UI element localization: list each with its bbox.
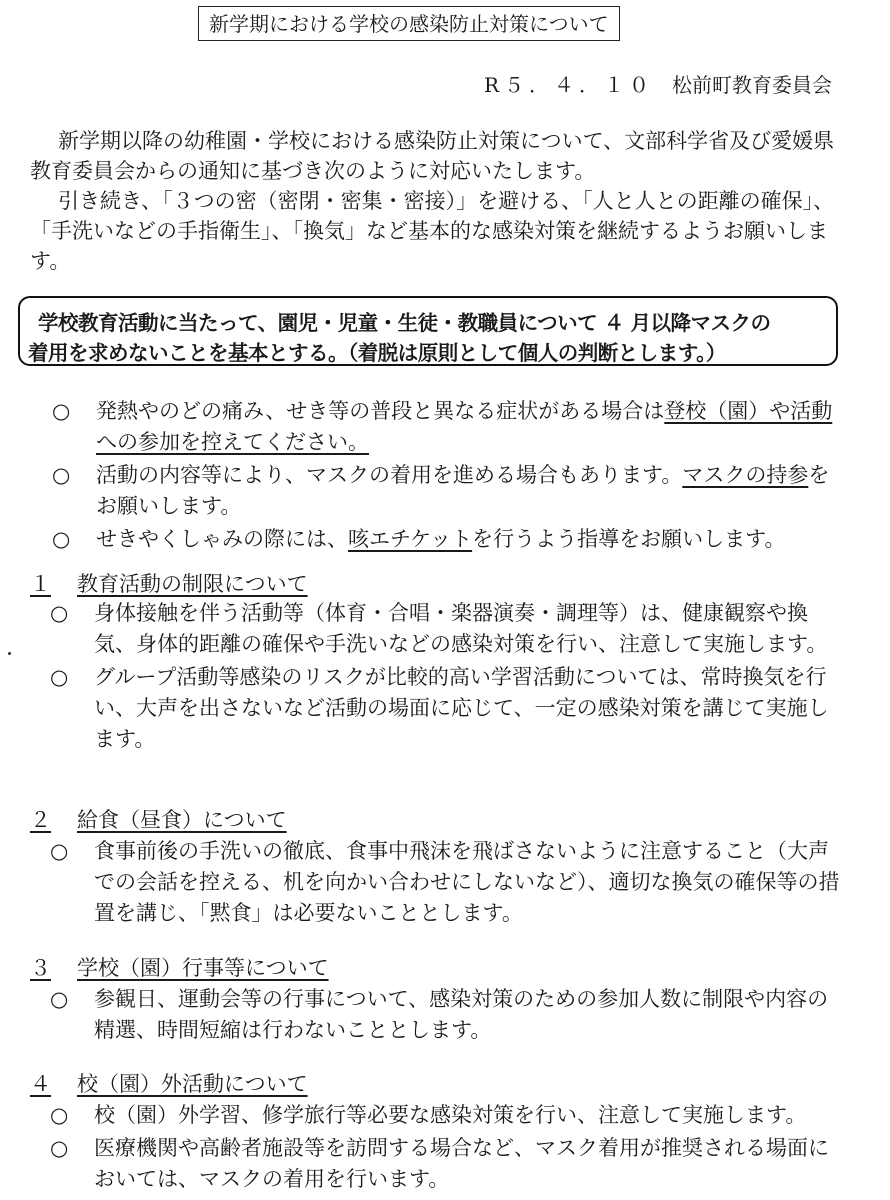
general-bullet-item: ○ 活動の内容等により、マスクの着用を進める場合もあります。マスクの持参をお願いします。 [50,460,850,522]
section-4-body [48,1100,848,1197]
circle-bullet-icon: ○ [52,527,71,551]
circle-bullet-icon: ○ [52,463,71,487]
document-title: 新学期における学校の感染防止対策について [198,6,620,41]
circle-bullet-icon: ○ [52,399,71,423]
notice-line-1: 学校教育活動に当たって、園児・児童・生徒・教職員について ４ 月以降マスクの [38,311,771,335]
emphasis-text: マスクの持参 [682,463,809,487]
notice-line-2: 着用を求めないことを基本とする。（着脱は原則として個人の判断とします。） [28,341,726,365]
section-4-heading: ４ 校（園）外活動について [30,1072,308,1096]
section-3-body [48,984,848,1048]
general-bullet-list [50,396,850,557]
section-1-heading: １ 教育活動の制限について [30,572,308,596]
circle-bullet-icon: ○ [50,1103,69,1127]
circle-bullet-icon: ○ [50,987,69,1011]
section-bullet-item: ○ 医療機関や高齢者施設等を訪問する場合など、マスク着用が推奨される場面においては、マスクの着用を行います。 [48,1133,848,1195]
section-1-body [48,598,848,757]
section-bullet-item: ○ 食事前後の手洗いの徹底、食事中飛沫を飛ばさないように注意すること（大声での会話を控える、机を向かい合わせにしないなど）、適切な換気の確保等の措置を講じ、「黙食」は必要ないこととします。 [48,836,848,929]
section-bullet-item: ○ 身体接触を伴う活動等（体育・合唱・楽器演奏・調理等）は、健康観察や換気、身体的距離の確保や手洗いなどの感染対策を行い、注意して実施します。 [48,598,848,660]
circle-bullet-icon: ○ [50,665,69,689]
issue-date: R５．４．１０ [483,73,654,97]
section-bullet-item: ○ グループ活動等感染のリスクが比較的高い学習活動については、常時換気を行い、大声を出さないなど活動の場面に応じて、一定の感染対策を講じて実施します。 [48,662,848,755]
circle-bullet-icon: ○ [50,839,69,863]
circle-bullet-icon: ○ [50,601,69,625]
intro-paragraph-1: 新学期以降の幼稚園・学校における感染防止対策について、文部科学省及び愛媛県教育委員会からの通知に基づき次のように対応いたします。 [30,129,835,183]
section-2-heading: ２ 給食（昼食）について [30,808,287,832]
mask-policy-notice [18,296,838,366]
section-bullet-item: ○ 参観日、運動会等の行事について、感染対策のための参加人数に制限や内容の精選、時間短縮は行わないこととします。 [48,984,848,1046]
scan-speck [8,652,11,655]
section-3-heading: ３ 学校（園）行事等について [30,956,329,980]
issuer-name: 松前町教育委員会 [672,73,832,97]
general-bullet-item: ○ せきやくしゃみの際には、咳エチケットを行うよう指導をお願いします。 [50,524,850,555]
date-issuer-line [484,72,832,98]
section-2-body [48,836,848,931]
general-bullet-item: ○ 発熱やのどの痛み、せき等の普段と異なる症状がある場合は登校（園）や活動への参加を控えてください。 [50,396,850,458]
emphasis-text: 咳エチケット [348,527,473,551]
circle-bullet-icon: ○ [50,1136,69,1160]
emphasis-text: 登校（園）や活動への参加を控えてください。 [96,399,833,454]
section-bullet-item: ○ 校（園）外学習、修学旅行等必要な感染対策を行い、注意して実施します。 [48,1100,848,1131]
intro-paragraph-2: 引き続き、「３つの密（密閉・密集・密接）」を避ける、「人と人との距離の確保」、「手洗いなどの手指衛生」、「換気」など基本的な感染対策を継続するようお願いします。 [30,189,835,273]
